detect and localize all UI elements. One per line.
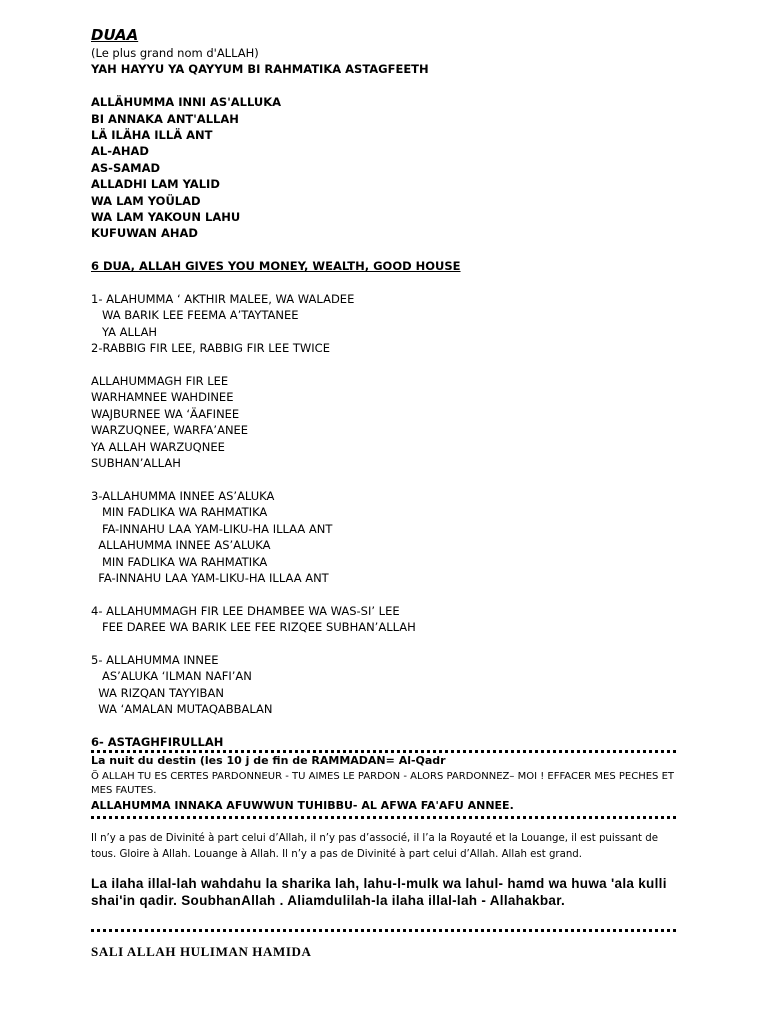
- text-line: YA ALLAH: [91, 324, 158, 339]
- text-line: ALLAHUMMAGH FIR LEE: [91, 374, 229, 389]
- dua-one: [91, 291, 691, 340]
- text-line: MIN FADLIKA WA RAHMATIKA: [91, 554, 268, 569]
- text-line: WA RIZQAN TAYYIBAN: [91, 685, 224, 700]
- text-line: WAJBURNEE WA ‘ÄAFINEE: [91, 406, 240, 421]
- text-line: WARHAMNEE WAHDINEE: [91, 390, 234, 405]
- text-line: FA-INNAHU LAA YAM-LIKU-HA ILLAA ANT: [91, 521, 333, 536]
- text-line: WA ‘AMALAN MUTAQABBALAN: [91, 702, 273, 717]
- text-line: 1- ALAHUMMA ‘ AKTHIR MALEE, WA WALADEE: [91, 292, 355, 307]
- text-line: WARZUQNEE, WARFA’ANEE: [91, 423, 249, 438]
- dua-four: [91, 603, 691, 636]
- night-title: La nuit du destin (les 10 j de fin de RAMMADAN= Al-Qadr: [91, 754, 446, 768]
- document-page: [91, 26, 691, 960]
- text-line: YA ALLAH WARZUQNEE: [91, 439, 225, 454]
- text-line: AL-AHAD: [91, 144, 149, 159]
- dua-two-line: 2-RABBIG FIR LEE, RABBIG FIR LEE TWICE: [91, 341, 330, 356]
- document-title: DUAA: [91, 26, 139, 44]
- text-line: 5- ALLAHUMMA INNEE: [91, 652, 219, 667]
- intro-line: YAH HAYYU YA QAYYUM BI RAHMATIKA ASTAGFEETH: [91, 62, 429, 77]
- text-line: BI ANNAKA ANT'ALLAH: [91, 111, 239, 126]
- dua-five: [91, 652, 691, 718]
- night-text: Ö ALLAH TU ES CERTES PARDONNEUR - TU AIMES LE PARDON - ALORS PARDONNEZ– MOI ! EFFACER MES PECHES ET MES FAUTES.: [91, 770, 674, 796]
- text-line: WA LAM YOÜLAD: [91, 193, 201, 208]
- text-line: WA BARIK LEE FEEMA A’TAYTANEE: [91, 308, 299, 323]
- text-line: KUFUWAN AHAD: [91, 226, 198, 241]
- text-line: AS’ALUKA ‘ILMAN NAFI’AN: [91, 669, 252, 684]
- dua-six: 6- ASTAGHFIRULLAH: [91, 734, 224, 749]
- text-line: 4- ALLAHUMMAGH FIR LEE DHAMBEE WA WAS-SI’ LEE: [91, 603, 400, 618]
- text-line: FEE DAREE WA BARIK LEE FEE RIZQEE SUBHAN’ALLAH: [91, 620, 416, 635]
- text-line: FA-INNAHU LAA YAM-LIKU-HA ILLAA ANT: [91, 570, 329, 585]
- text-line: LÄ ILÄHA ILLÄ ANT: [91, 128, 213, 143]
- intro-line: (Le plus grand nom d'ALLAH): [91, 46, 259, 60]
- dua-three: [91, 488, 691, 586]
- block-one: [91, 94, 691, 242]
- text-line: ALLADHI LAM YALID: [91, 177, 220, 192]
- transliteration-paragraph: La ilaha illal-lah wahdahu la sharika lah, lahu-l-mulk wa lahul- hamd wa huwa 'ala kulli shai'in qadir. SoubhanAllah . Aliamdulilah-la ilaha illal-lah - Allahakbar.: [91, 876, 667, 909]
- text-line: SUBHAN’ALLAH: [91, 456, 181, 471]
- french-paragraph: Il n’y a pas de Divinité à part celui d’Allah, il n’y pas d’associé, il l’a la Royauté et la Louange, il est puissant de tous. Gloire à Allah. Louange à Allah. Il n’y a pas de Divinité à part celui d’Allah. Allah est grand.: [91, 833, 658, 861]
- night-dua: ALLAHUMMA INNAKA AFUWWUN TUHIBBU- AL AFWA FA'AFU ANNEE.: [91, 798, 514, 812]
- signature-line: SALI ALLAH HULIMAN HAMIDA: [91, 944, 312, 960]
- text-line: MIN FADLIKA WA RAHMATIKA: [91, 505, 268, 520]
- text-line: 3-ALLAHUMMA INNEE AS’ALUKA: [91, 488, 275, 503]
- text-line: WA LAM YAKOUN LAHU: [91, 210, 241, 225]
- section-heading: 6 DUA, ALLAH GIVES YOU MONEY, WEALTH, GOOD HOUSE: [91, 259, 461, 274]
- text-line: ALLÄHUMMA INNI AS'ALLUKA: [91, 95, 282, 110]
- dua-two-block: [91, 373, 691, 471]
- text-line: AS-SAMAD: [91, 160, 161, 175]
- text-line: ALLAHUMMA INNEE AS’ALUKA: [91, 538, 271, 553]
